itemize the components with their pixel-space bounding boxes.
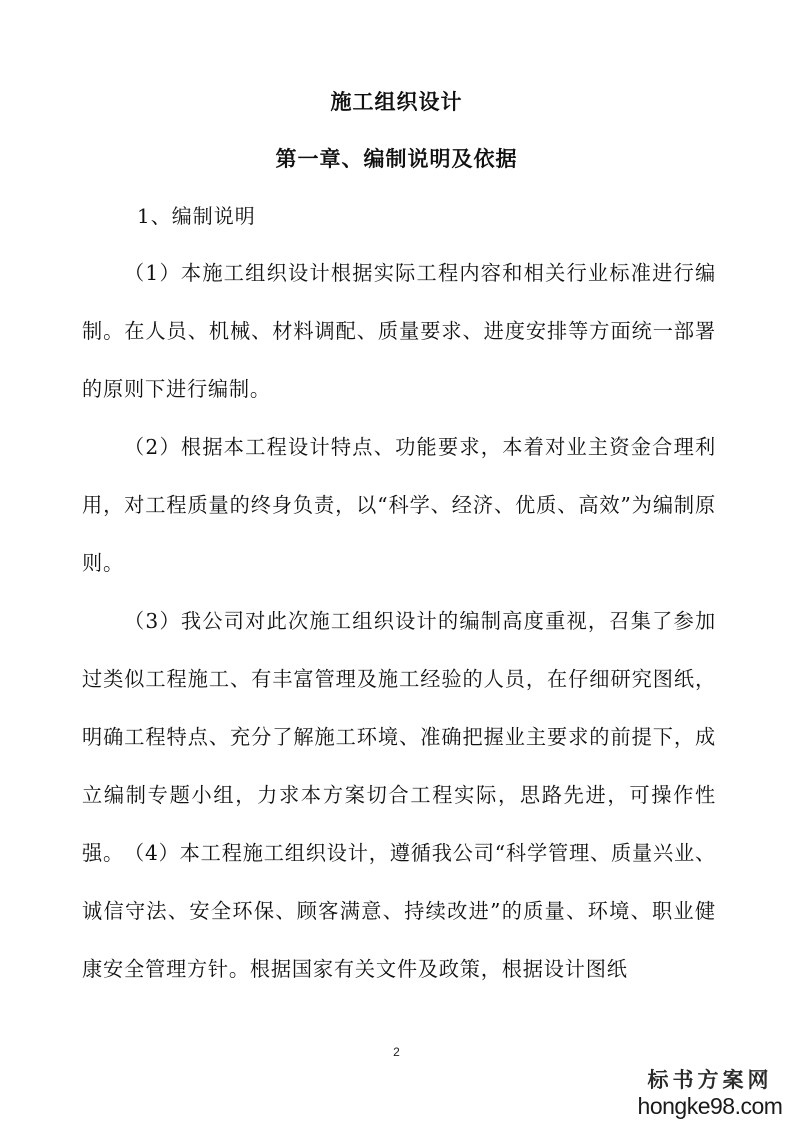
watermark-url: hongke98.com xyxy=(637,1093,783,1119)
paragraph-2: （2）根据本工程设计特点、功能要求，本着对业主资金合理利用，对工程质量的终身负责，以“科学、经济、优质、高效”为编制原则。 xyxy=(82,435,716,575)
document-title: 施工组织设计 xyxy=(330,89,463,114)
watermark xyxy=(635,1068,785,1118)
paragraph-4: （4）本工程施工组织设计，遵循我公司“科学管理、质量兴业、诚信守法、安全环保、顾客满意、持续改进”的质量、环境、职业健康安全管理方针。根据国家有关文件及政策，根据设计图纸 xyxy=(82,841,716,981)
watermark-name: 标书方案网 xyxy=(647,1069,773,1092)
paragraph-3: （3）我公司对此次施工组织设计的编制高度重视，召集了参加过类似工程施工、有丰富管理及施工经验的人员，在仔细研究图纸，明确工程特点、充分了解施工环境、准确把握业主要求的前提下，成立编制专题小组，力求本方案切合工程实际，思路先进，可操作性强。 xyxy=(82,609,716,865)
paragraph-1: （1）本施工组织设计根据实际工程内容和相关行业标准进行编制。在人员、机械、材料调配、质量要求、进度安排等方面统一部署的原则下进行编制。 xyxy=(82,261,716,401)
page-number: 2 xyxy=(393,1045,400,1059)
chapter-title: 第一章、编制说明及依据 xyxy=(275,146,518,171)
section-heading: 1、编制说明 xyxy=(137,204,256,228)
